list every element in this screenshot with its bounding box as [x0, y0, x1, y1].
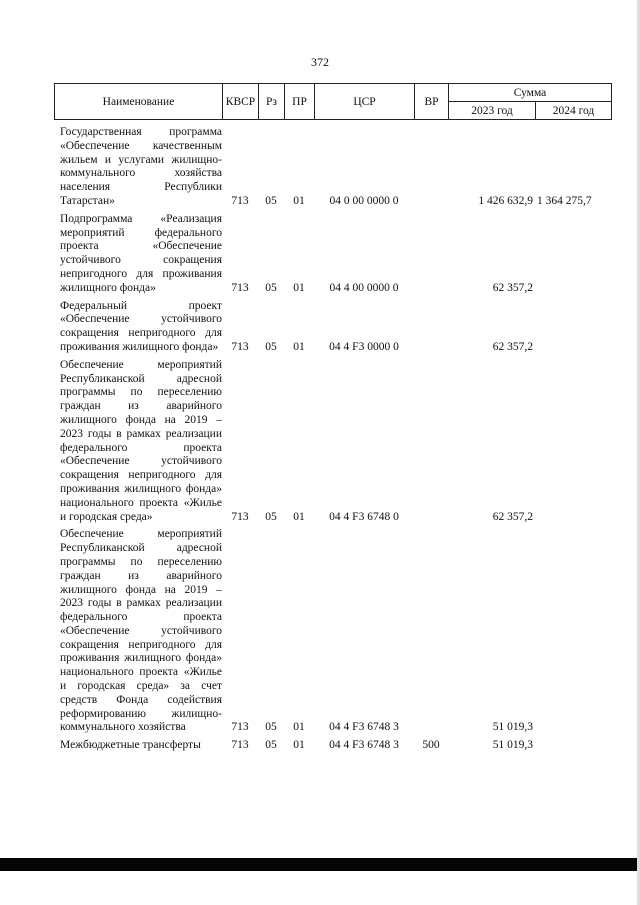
- row-vr: 500: [422, 739, 440, 752]
- row-amount-2023: 62 357,2: [492, 340, 533, 353]
- row-name: Государственная программа «Обеспечение качественным жильем и услугами жилищно-коммунального хозяйства населения Республики Татарстан»: [60, 126, 222, 207]
- header-sum: Сумма: [449, 84, 612, 102]
- row-csr: 04 4 F3 0000 0: [329, 340, 399, 353]
- row-rz: 05: [265, 194, 277, 207]
- row-csr: 04 4 F3 6748 3: [329, 739, 399, 752]
- row-rz: 05: [265, 281, 277, 294]
- row-vr: [414, 126, 448, 213]
- row-pr: 01: [293, 340, 305, 353]
- header-pr: ПР: [285, 84, 315, 120]
- table-row: [54, 126, 611, 213]
- row-name: Федеральный проект «Обеспечение устойчивого сокращения непригодного для проживания жилищного фонда»: [60, 299, 222, 353]
- row-amount-2023: 51 019,3: [492, 721, 533, 734]
- header-kvsr: КВСР: [223, 84, 259, 120]
- row-kvsr: 713: [231, 281, 249, 294]
- row-amount-2024: 1 364 275,7: [537, 194, 592, 207]
- row-csr: 04 0 00 0000 0: [329, 194, 399, 207]
- table-row: [54, 528, 611, 739]
- row-amount-2023: 62 357,2: [492, 281, 533, 294]
- table-row: [54, 213, 611, 300]
- row-amount-2024: [535, 359, 611, 529]
- row-rz: 05: [265, 721, 277, 734]
- row-pr: 01: [293, 721, 305, 734]
- row-csr: 04 4 F3 6748 0: [329, 510, 399, 523]
- row-name: Обеспечение мероприятий Республиканской адресной программы по переселению граждан из аварийного жилищного фонда на 2019 – 2023 годы в рамках реализации федерального проекта «Обеспечение устойчивого сокращения непригодного для проживания жилищного фонда» национального проекта «Жилье и городская среда»: [60, 358, 222, 523]
- table-row: [54, 739, 611, 757]
- row-pr: 01: [293, 281, 305, 294]
- row-vr: [414, 528, 448, 739]
- table-row: [54, 300, 611, 359]
- row-amount-2024: [535, 528, 611, 739]
- row-name: Подпрограмма «Реализация мероприятий федерального проекта «Обеспечение устойчивого сокращения непригодного для проживания жилищного фонда»: [60, 212, 222, 294]
- header-rz: Рз: [259, 84, 285, 120]
- header-year-2024: 2024 год: [536, 102, 612, 120]
- table-row: [54, 359, 611, 529]
- row-name: Межбюджетные трансферты: [60, 739, 201, 752]
- row-pr: 01: [293, 510, 305, 523]
- row-rz: 05: [265, 340, 277, 353]
- row-pr: 01: [293, 194, 305, 207]
- row-amount-2023: 62 357,2: [492, 510, 533, 523]
- row-rz: 05: [265, 510, 277, 523]
- row-amount-2023: 1 426 632,9: [478, 194, 533, 207]
- scan-border: [0, 858, 640, 871]
- header-vr: ВР: [415, 84, 449, 120]
- row-rz: 05: [265, 739, 277, 752]
- header-year-2023: 2023 год: [449, 102, 536, 120]
- row-kvsr: 713: [231, 721, 249, 734]
- row-amount-2024: [535, 213, 611, 300]
- table-header: [54, 83, 612, 120]
- row-amount-2024: [535, 300, 611, 359]
- row-kvsr: 713: [231, 194, 249, 207]
- header-csr: ЦСР: [315, 84, 415, 120]
- budget-table: [54, 126, 611, 757]
- row-vr: [414, 300, 448, 359]
- row-vr: [414, 213, 448, 300]
- row-amount-2023: 51 019,3: [492, 739, 533, 752]
- row-vr: [414, 359, 448, 529]
- header-name: Наименование: [55, 84, 223, 120]
- row-kvsr: 713: [231, 739, 249, 752]
- row-amount-2024: [535, 739, 611, 757]
- row-kvsr: 713: [231, 510, 249, 523]
- row-csr: 04 4 00 0000 0: [329, 281, 399, 294]
- row-kvsr: 713: [231, 340, 249, 353]
- row-pr: 01: [293, 739, 305, 752]
- page-number: 372: [311, 55, 329, 69]
- row-csr: 04 4 F3 6748 3: [329, 721, 399, 734]
- row-name: Обеспечение мероприятий Республиканской адресной программы по переселению граждан из аварийного жилищного фонда на 2019 – 2023 годы в рамках реализации федерального проекта «Обеспечение устойчивого сокращения непригодного для проживания жилищного фонда» национального проекта «Жилье и городская среда» за счет средств Фонда содействия реформированию жилищно-коммунального хозяйства: [60, 528, 222, 734]
